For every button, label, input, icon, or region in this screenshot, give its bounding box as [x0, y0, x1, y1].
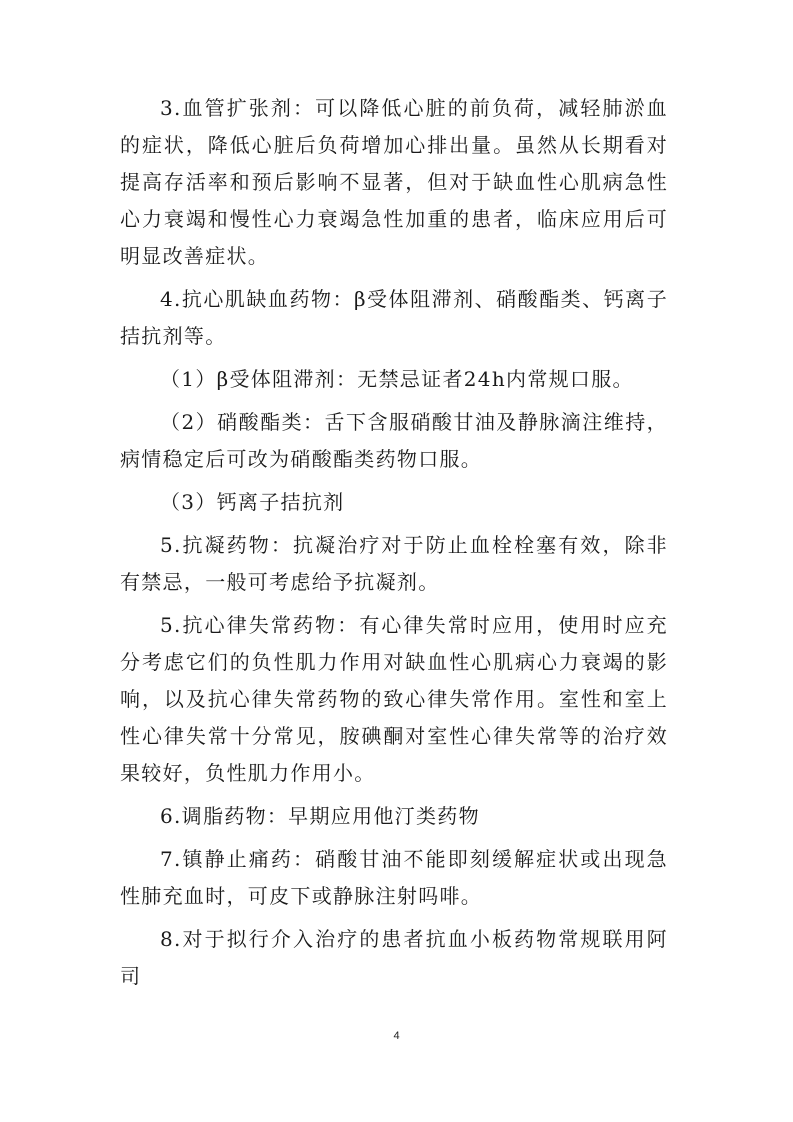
paragraph-vasodilators: 3.血管扩张剂：可以降低心脏的前负荷，减轻肺淤血的症状，降低心脏后负荷增加心排出量。虽然从长期看对提高存活率和预后影响不显著，但对于缺血性心肌病急性心力衰竭和慢性心力衰竭急性加重的患者，临床应用后可明显改善症状。	[120, 96, 668, 268]
paragraph-calcium-antagonists: （3）钙离子拮抗剂	[160, 490, 345, 514]
body-text	[120, 90, 668, 1001]
paragraph-anticoagulants: 5.抗凝药物：抗凝治疗对于防止血栓栓塞有效，除非有禁忌，一般可考虑给予抗凝剂。	[120, 533, 668, 594]
paragraph-beta-blockers: （1）β受体阻滞剂：无禁忌证者24h内常规口服。	[160, 367, 634, 391]
paragraph-lipid-lowering: 6.调脂药物：早期应用他汀类药物	[160, 804, 480, 828]
paragraph-antiarrhythmics: 5.抗心律失常药物：有心律失常时应用，使用时应充分考虑它们的负性肌力作用对缺血性心肌病心力衰竭的影响，以及抗心律失常药物的致心律失常作用。室性和室上性心律失常十分常见，胺碘酮对室性心律失常等的治疗效果较好，负性肌力作用小。	[120, 613, 668, 785]
paragraph-anti-ischemic-drugs: 4.抗心肌缺血药物：β受体阻滞剂、硝酸酯类、钙离子拮抗剂等。	[120, 287, 668, 348]
paragraph-nitrates: （2）硝酸酯类：舌下含服硝酸甘油及静脉滴注维持，病情稳定后可改为硝酸酯类药物口服。	[120, 410, 668, 471]
paragraph-antiplatelet: 8.对于拟行介入治疗的患者抗血小板药物常规联用阿司	[120, 927, 668, 988]
paragraph-sedative-analgesic: 7.镇静止痛药：硝酸甘油不能即刻缓解症状或出现急性肺充血时，可皮下或静脉注射吗啡。	[120, 847, 668, 908]
page-number: 4	[393, 1030, 400, 1042]
